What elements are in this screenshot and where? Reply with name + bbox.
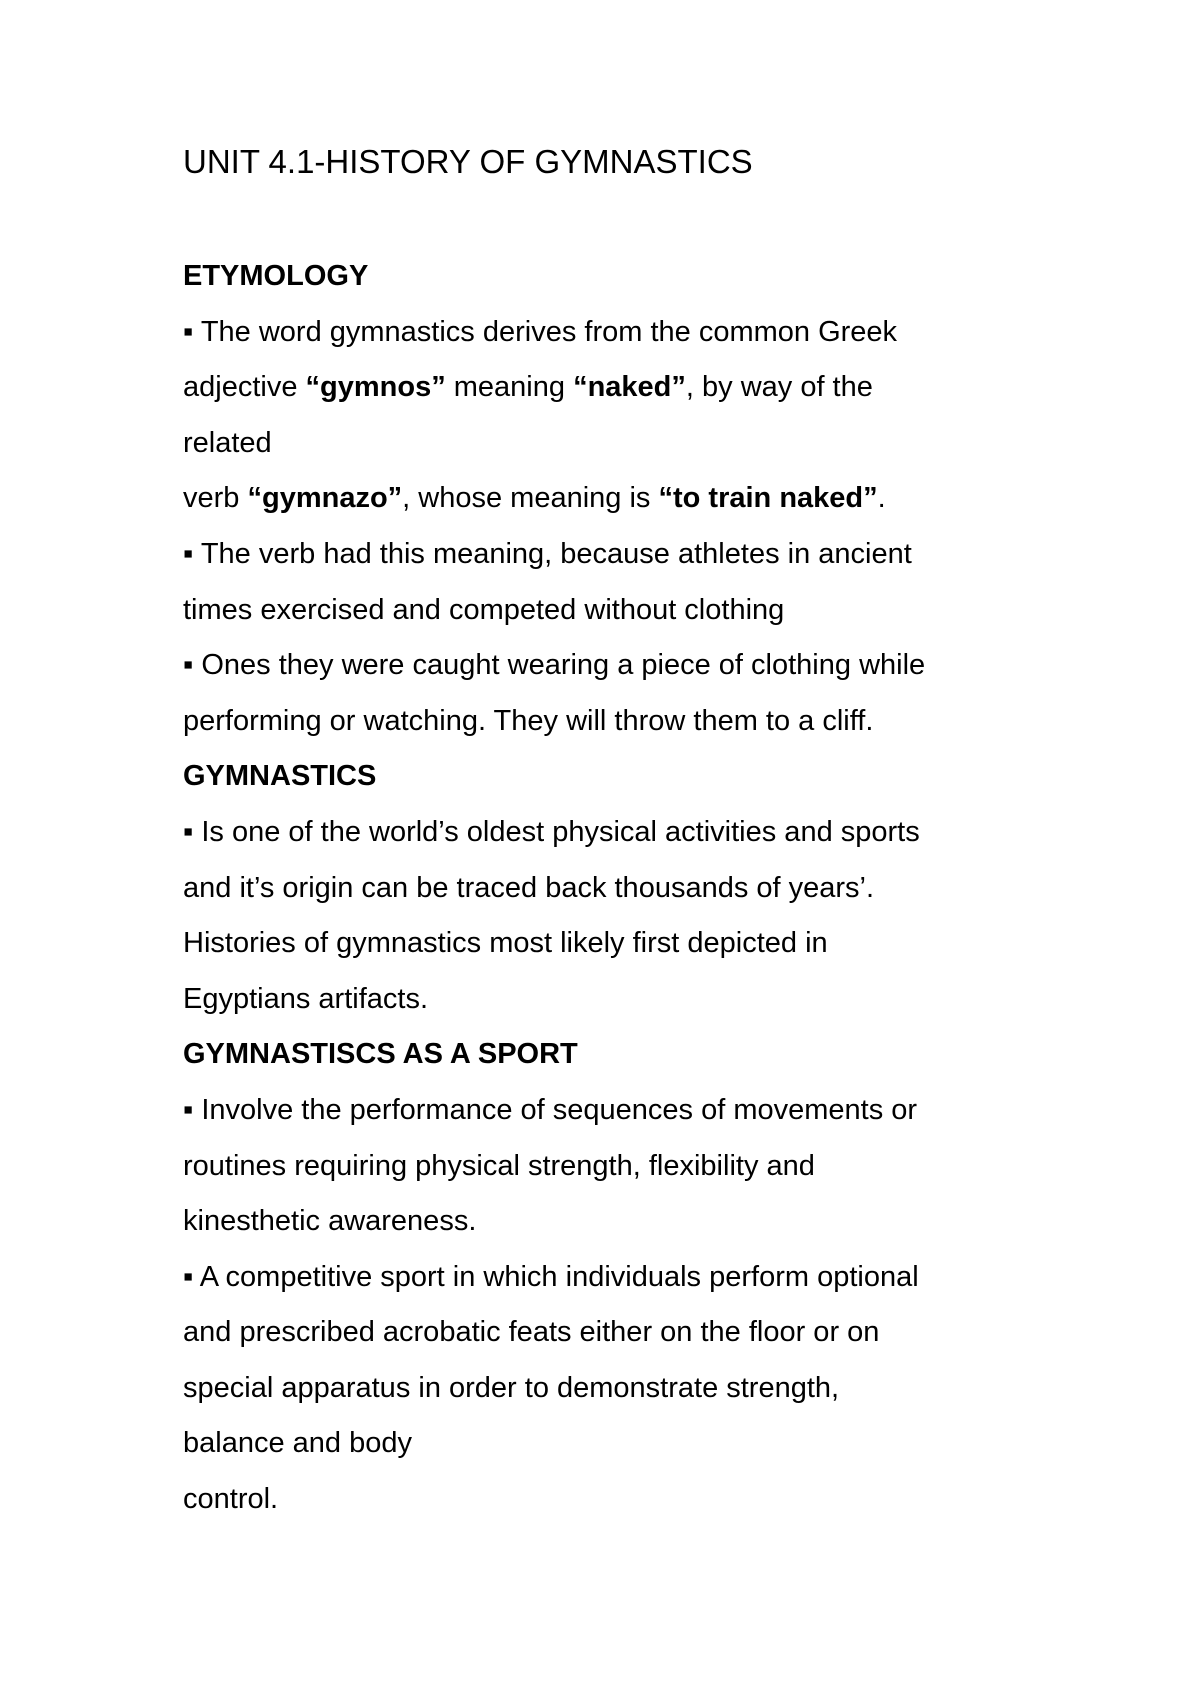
etymology-line-2 (183, 360, 1063, 416)
sport-line-3: kinesthetic awareness. (183, 1205, 477, 1238)
sport-line-1: ▪ Involve the performance of sequences of movements or (183, 1093, 918, 1126)
sport-line-2: routines requiring physical strength, flexibility and (183, 1149, 815, 1182)
etymology-line-4-text-c: , whose meaning is (402, 482, 659, 515)
sport-line-7: balance and body (183, 1427, 412, 1460)
etymology-line-8: performing or watching. They will throw them to a cliff. (183, 704, 874, 737)
gymnastics-line-2: and it’s origin can be traced back thousands of years’. (183, 871, 875, 904)
term-gymnazo: “gymnazo” (247, 482, 403, 515)
gymnastics-line-4: Egyptians artifacts. (183, 982, 428, 1015)
sport-line-4: ▪ A competitive sport in which individuals perform optional (183, 1260, 919, 1293)
gymnastics-line-3: Histories of gymnastics most likely first depicted in (183, 927, 828, 960)
sport-line-5: and prescribed acrobatic feats either on the floor or on (183, 1316, 880, 1349)
etymology-heading: ETYMOLOGY (183, 260, 369, 292)
body-text (183, 249, 1063, 1528)
sport-heading: GYMNASTISCS AS A SPORT (183, 1038, 578, 1071)
sport-line-8: control. (183, 1483, 279, 1516)
document-content (183, 142, 1063, 1528)
term-gymnos: “gymnos” (305, 371, 446, 404)
etymology-line-4-text-a: verb (183, 482, 248, 515)
etymology-line-2-text-a: adjective (183, 371, 306, 404)
etymology-line-3: related (183, 426, 272, 459)
etymology-line-2-text-c: meaning (445, 371, 574, 404)
etymology-line-4 (183, 471, 1063, 527)
etymology-line-2-text-e: , by way of the (685, 371, 873, 404)
etymology-line-6: times exercised and competed without clothing (183, 593, 785, 626)
term-to-train-naked: “to train naked” (658, 482, 878, 515)
term-naked: “naked” (573, 371, 686, 404)
sport-line-6: special apparatus in order to demonstrate strength, (183, 1371, 840, 1404)
etymology-line-4-text-e: . (877, 482, 886, 515)
etymology-line-7: ▪ Ones they were caught wearing a piece of clothing while (183, 649, 926, 682)
gymnastics-line-1: ▪ Is one of the world’s oldest physical activities and sports (183, 815, 920, 848)
gymnastics-heading: GYMNASTICS (183, 760, 377, 793)
etymology-line-1: ▪ The word gymnastics derives from the common Greek (183, 315, 898, 348)
page-title: UNIT 4.1-HISTORY OF GYMNASTICS (183, 143, 753, 180)
etymology-line-5: ▪ The verb had this meaning, because athletes in ancient (183, 537, 912, 570)
